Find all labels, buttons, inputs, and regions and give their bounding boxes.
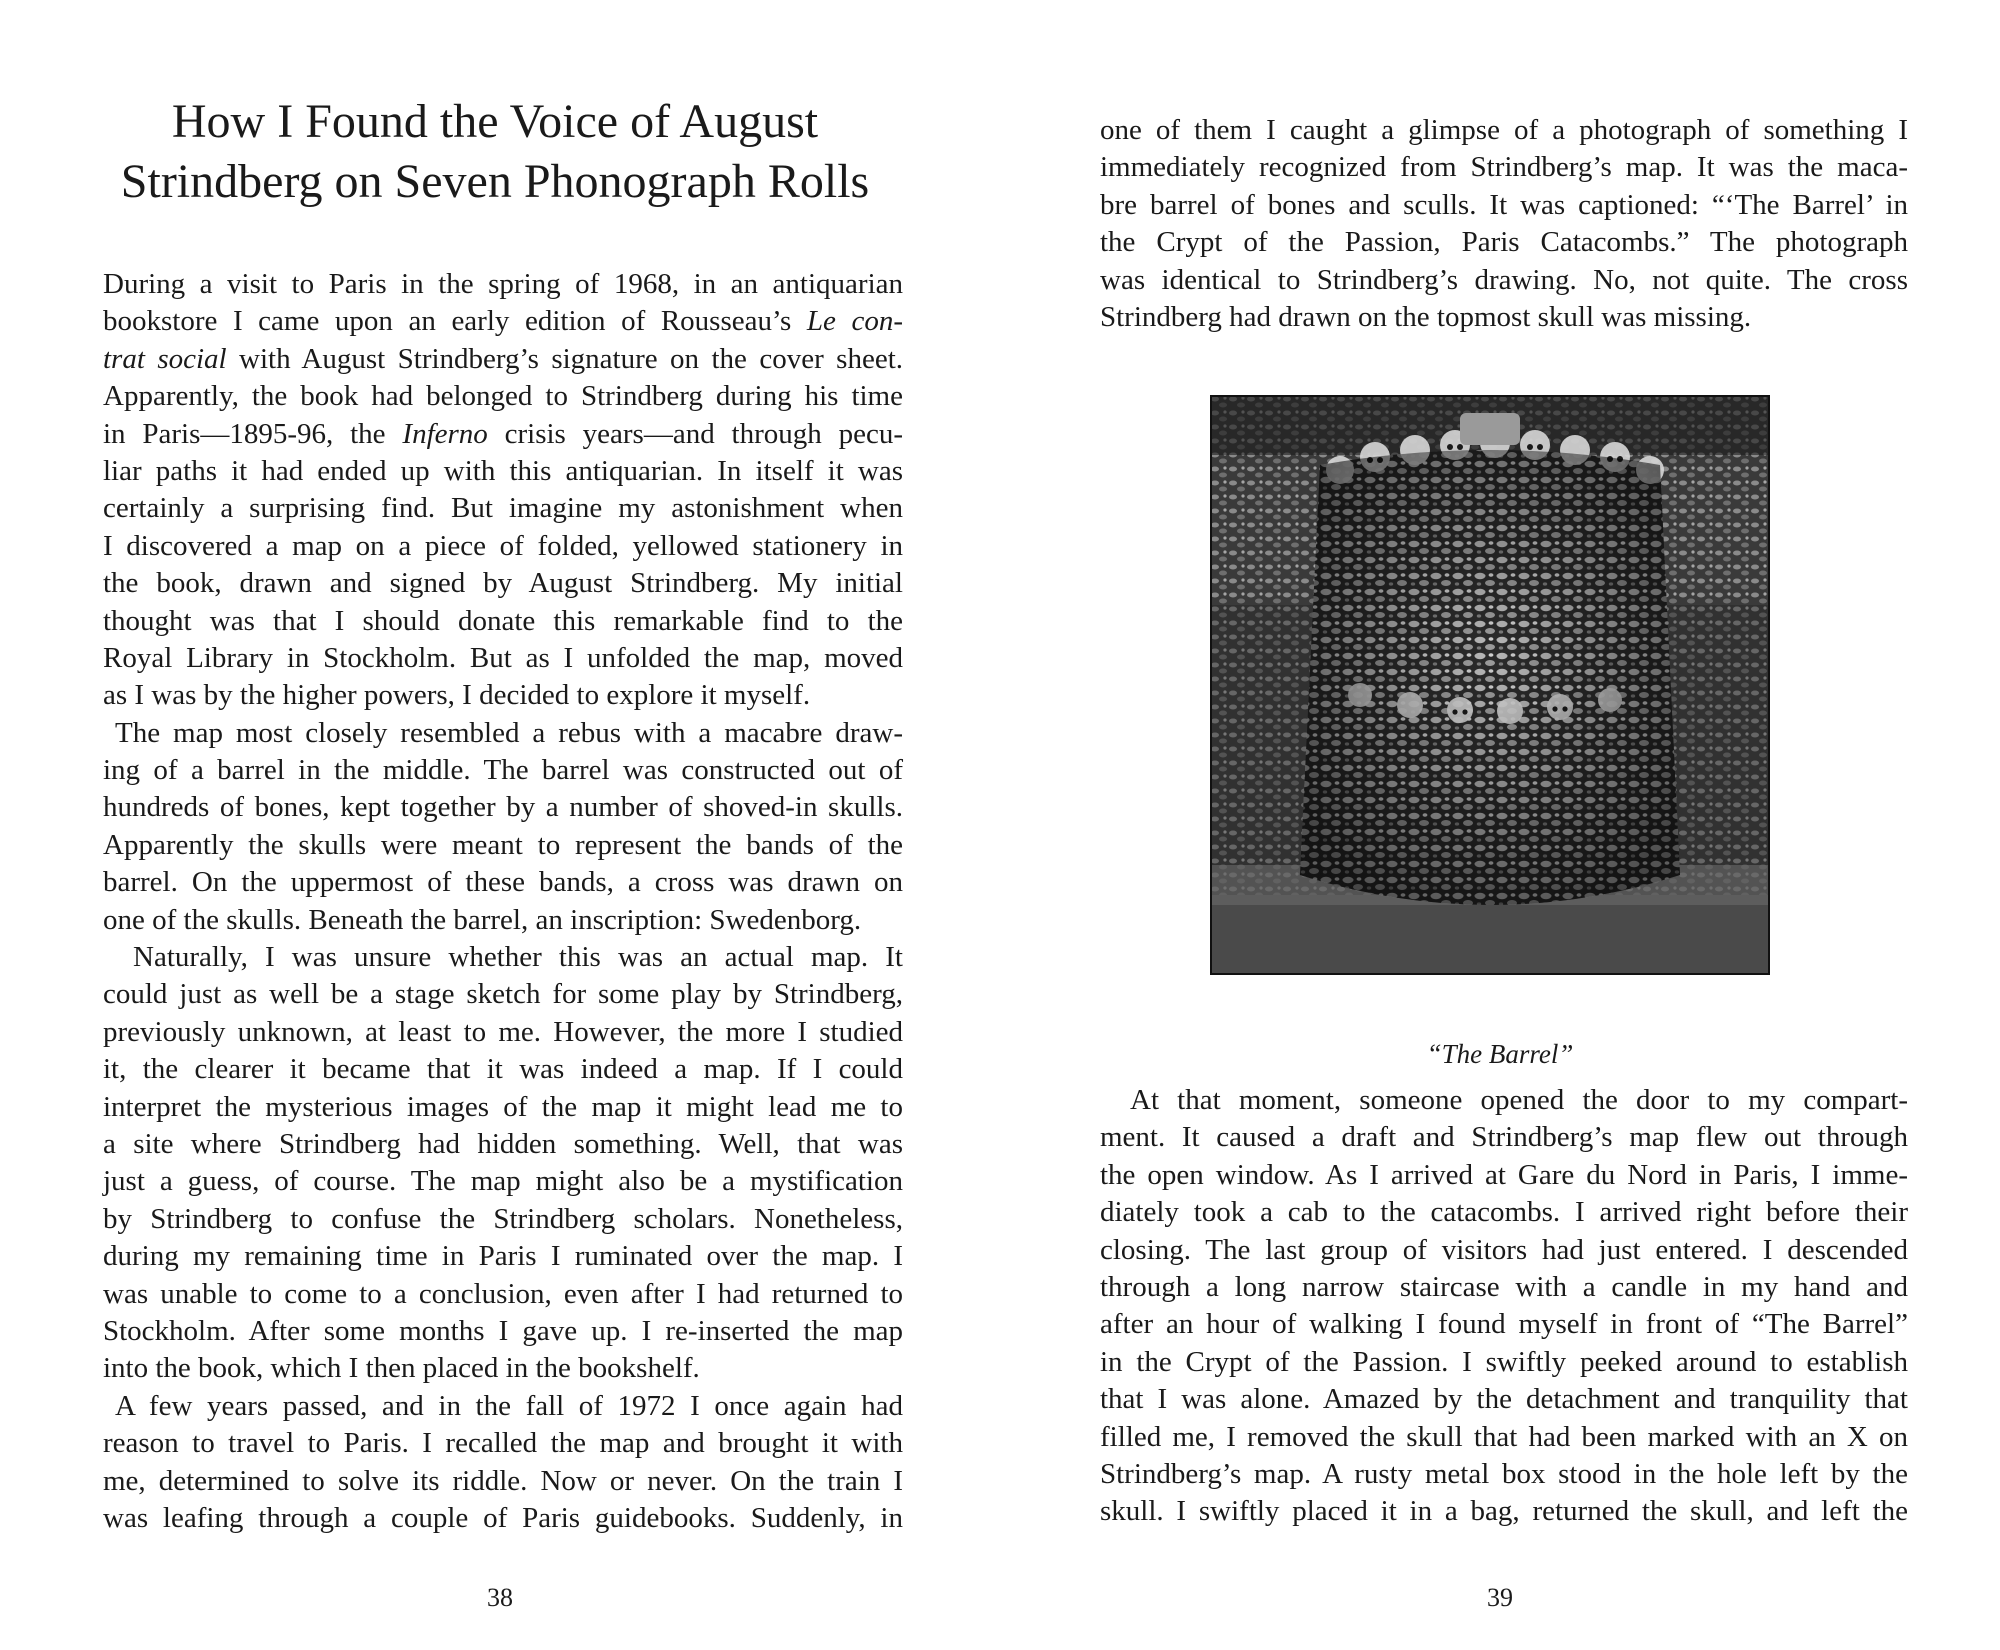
left-body-text <box>103 266 903 1537</box>
text-line: just a guess, of course. The map might also be a mystification <box>103 1165 903 1198</box>
text-line: skull. I swiftly placed it in a bag, returned the skull, and left the <box>1100 1495 1908 1528</box>
text-line: Royal Library in Stockholm. But as I unfolded the map, moved <box>103 641 903 674</box>
text-line: hundreds of bones, kept together by a number of shoved-in skulls. <box>103 791 903 824</box>
text-line: interpret the mysterious images of the map it might lead me to <box>103 1090 903 1123</box>
text-line: filled me, I removed the skull that had been marked with an X on <box>1100 1420 1908 1453</box>
photo-caption: “The Barrel” <box>1426 1039 1574 1069</box>
text-line: Naturally, I was unsure whether this was an actual map. It <box>133 941 903 974</box>
text-line: reason to travel to Paris. I recalled the map and brought it with <box>103 1427 903 1460</box>
page-number-left: 38 <box>487 1583 513 1612</box>
text-fragment: bookstore I came upon an early edition of Rousseau’s <box>103 305 807 338</box>
text-line: was identical to Strindberg’s drawing. No, not quite. The cross <box>1100 263 1908 296</box>
text-line: Apparently the skulls were meant to represent the bands of the <box>103 828 903 861</box>
text-line <box>103 303 903 340</box>
text-line: into the book, which I then placed in the bookshelf. <box>103 1352 700 1385</box>
text-fragment: in Paris—1895-96, the <box>103 417 403 450</box>
text-line: A few years passed, and in the fall of 1972 I once again had <box>115 1389 903 1422</box>
text-line: ment. It caused a draft and Strindberg’s map flew out through <box>1100 1121 1908 1154</box>
text-line: bre barrel of bones and sculls. It was captioned: “‘The Barrel’ in <box>1100 188 1908 221</box>
text-line: the Crypt of the Passion, Paris Catacombs.” The photograph <box>1100 226 1908 259</box>
text-line: me, determined to solve its riddle. Now or never. On the train I <box>103 1464 903 1497</box>
text-line <box>103 341 903 378</box>
text-line: Stockholm. After some months I gave up. I re-inserted the map <box>103 1314 903 1347</box>
text-line: the book, drawn and signed by August Strindberg. My initial <box>103 567 903 600</box>
italic-fragment: trat social <box>103 342 227 375</box>
text-line: through a long narrow staircase with a candle in my hand and <box>1100 1270 1908 1303</box>
text-line: that I was alone. Amazed by the detachment and tranquility that <box>1100 1383 1908 1416</box>
title-line-2: Strindberg on Seven Phonograph Rolls <box>120 155 870 208</box>
bone-barrel-image <box>1210 395 1770 975</box>
text-line: by Strindberg to confuse the Strindberg scholars. Nonetheless, <box>103 1202 903 1235</box>
text-line: closing. The last group of visitors had just entered. I descended <box>1100 1233 1908 1266</box>
text-line: At that moment, someone opened the door to my compart- <box>1130 1084 1908 1116</box>
text-line: was unable to come to a conclusion, even after I had returned to <box>103 1277 903 1310</box>
barrel-photograph <box>1210 395 1770 975</box>
text-fragment: crisis years—and through pecu- <box>487 417 903 450</box>
text-line: the open window. As I arrived at Gare du Nord in Paris, I imme- <box>1100 1158 1908 1191</box>
text-line: it, the clearer it became that it was indeed a map. If I could <box>103 1053 903 1086</box>
text-line: during my remaining time in Paris I ruminated over the map. I <box>103 1240 903 1273</box>
text-line: one of them I caught a glimpse of a photograph of something I <box>1100 114 1908 146</box>
text-line: certainly a surprising find. But imagine my astonishment when <box>103 492 903 525</box>
text-line: liar paths it had ended up with this antiquarian. In itself it was <box>103 454 903 487</box>
title-line-1: How I Found the Voice of August <box>171 95 819 148</box>
text-line: Strindberg’s map. A rusty metal box stood in the hole left by the <box>1100 1457 1908 1490</box>
text-line: one of the skulls. Beneath the barrel, an inscription: Swedenborg. <box>103 903 862 936</box>
page-number-right: 39 <box>1487 1583 1513 1612</box>
text-line: could just as well be a stage sketch for some play by Strindberg, <box>103 978 903 1011</box>
text-line: I discovered a map on a piece of folded, yellowed stationery in <box>103 529 903 562</box>
text-fragment: with August Strindberg’s signature on the cover sheet. <box>226 342 903 375</box>
italic-fragment: Inferno <box>402 417 488 450</box>
text-line: was leafing through a couple of Paris guidebooks. Suddenly, in <box>103 1501 903 1534</box>
text-line: thought was that I should donate this remarkable find to the <box>103 604 903 637</box>
italic-fragment: Le con- <box>806 305 904 338</box>
text-line: after an hour of walking I found myself in front of “The Barrel” <box>1100 1308 1908 1341</box>
text-line: Strindberg had drawn on the topmost skull was missing. <box>1100 300 1752 333</box>
text-line: as I was by the higher powers, I decided to explore it myself. <box>103 679 811 712</box>
chapter-title <box>100 92 890 212</box>
text-line: in the Crypt of the Passion. I swiftly peeked around to establish <box>1100 1345 1908 1378</box>
text-line: diately took a cab to the catacombs. I arrived right before their <box>1100 1196 1908 1229</box>
right-page <box>1000 0 2000 1650</box>
text-line <box>103 416 903 453</box>
text-line: previously unknown, at least to me. However, the more I studied <box>103 1015 903 1048</box>
text-line: barrel. On the uppermost of these bands, a cross was drawn on <box>103 866 903 899</box>
text-line: Apparently, the book had belonged to Strindberg during his time <box>103 380 903 413</box>
text-line: immediately recognized from Strindberg’s map. It was the maca- <box>1100 151 1908 184</box>
text-line: a site where Strindberg had hidden something. Well, that was <box>103 1127 903 1160</box>
text-line: During a visit to Paris in the spring of 1968, in an antiquarian <box>103 268 903 300</box>
text-line: ing of a barrel in the middle. The barrel was constructed out of <box>103 754 903 787</box>
right-body-text-bottom <box>1100 1082 1908 1531</box>
text-line: The map most closely resembled a rebus with a macabre draw- <box>115 716 903 749</box>
right-body-text-top <box>1100 112 1908 336</box>
